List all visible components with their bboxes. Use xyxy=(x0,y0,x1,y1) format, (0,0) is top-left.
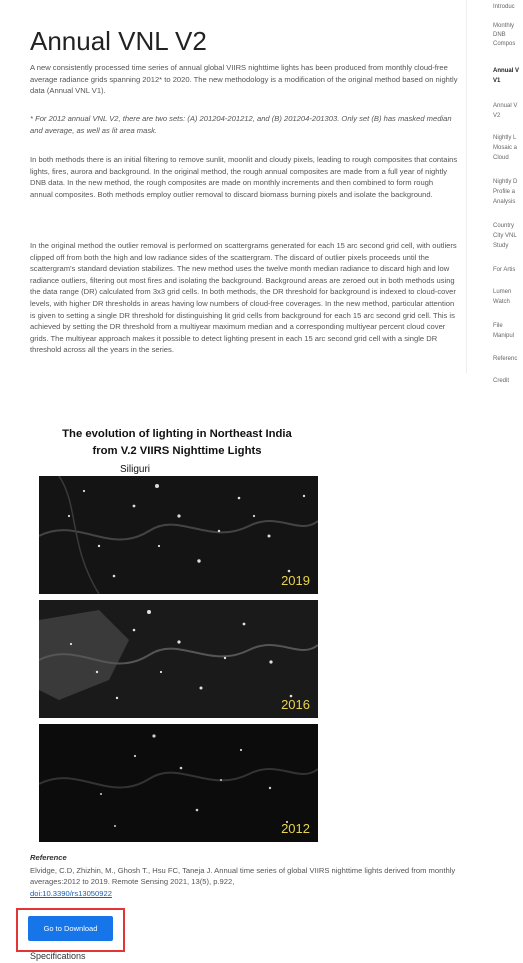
figure-title-line-2: from V.2 VIIRS Nighttime Lights xyxy=(92,445,262,457)
figure-title-line-1: The evolution of lighting in Northeast India xyxy=(62,428,292,440)
sidebar-item-introduction[interactable]: Introduc xyxy=(493,4,515,10)
night-lights-map-2012 xyxy=(39,724,318,842)
reference-text xyxy=(30,865,460,899)
map-panel-2016 xyxy=(39,600,318,718)
sidebar-item-nightly-mosaic-3[interactable]: Cloud xyxy=(493,155,509,161)
sidebar-item-references[interactable]: Referenc xyxy=(493,356,518,362)
sidebar-item-file-manipulation[interactable]: File xyxy=(493,323,503,329)
sidebar-item-nightly-mosaic[interactable]: Nightly L xyxy=(493,135,517,141)
year-label-2012: 2012 xyxy=(281,821,310,836)
year-label-2016: 2016 xyxy=(281,697,310,712)
sidebar-item-for-artists[interactable]: For Artis xyxy=(493,267,516,273)
specifications-heading: Specifications xyxy=(30,951,86,961)
intro-paragraph: A new consistently processed time series of annual global VIIRS nighttime lights has been produced from monthly cloud-free average radiance grids spanning 2012* to 2020. The new methodology is a modification of the original method based on nightly data (Annual VNL V1). xyxy=(30,63,458,96)
year-label-2019: 2019 xyxy=(281,573,310,588)
sidebar-item-country-city[interactable]: Country xyxy=(493,223,515,229)
sidebar-divider xyxy=(466,0,467,373)
sidebar-item-nightly-mosaic-2[interactable]: Mosaic a xyxy=(493,145,518,151)
note-paragraph: * For 2012 annual VNL V2, there are two sets: (A) 201204-201212, and (B) 201204-201303. Only set (B) has masked median and average, as well as lit area mask. xyxy=(30,114,452,135)
nighttime-lights-figure xyxy=(30,420,324,850)
sidebar-item-credit[interactable]: Credit xyxy=(493,378,510,384)
reference-doi-link[interactable]: doi:10.3390/rs13050922 xyxy=(30,888,112,898)
sidebar-item-monthly[interactable]: Monthly xyxy=(493,23,515,29)
map-panel-2019 xyxy=(39,476,318,594)
siliguri-label: Siliguri xyxy=(120,464,151,475)
method-paragraph-1: In both methods there is an initial filtering to remove sunlit, moonlit and cloudy pixels, leading to rough composites that contains lights, fires, aurora and background. In the original method, the rough annual composites are made from a full year of nightly DNB data. In the new method, the rough composites are made on monthly increments and then combined to form rough annual composites. Both methods employ outlier removal to discard biomass burning pixels and isolate the background. xyxy=(30,155,458,199)
sidebar-item-nightly-profile-2[interactable]: Profile a xyxy=(493,189,516,195)
sidebar-item-monthly-composites[interactable]: Compos xyxy=(493,41,516,47)
sidebar-item-annual-v1[interactable]: Annual V xyxy=(493,68,520,74)
sidebar-item-nightly-profile[interactable]: Nightly D xyxy=(493,179,518,185)
sidebar-item-nightly-profile-3[interactable]: Analysis xyxy=(493,199,516,205)
sidebar-item-annual-v1-suffix[interactable]: V1 xyxy=(493,78,501,84)
page-title: Annual VNL V2 xyxy=(30,26,207,56)
sidebar-item-annual-v2-suffix[interactable]: V2 xyxy=(493,113,501,119)
sidebar-item-lumen-watch-2[interactable]: Watch xyxy=(493,299,510,305)
go-to-download-button[interactable]: Go to Download xyxy=(28,916,113,941)
map-panel-2012 xyxy=(39,724,318,842)
sidebar-item-annual-v2[interactable]: Annual V xyxy=(493,103,518,109)
sidebar-item-file-manipulation-2[interactable]: Manipul xyxy=(493,333,515,339)
method-paragraph-2: In the original method the outlier removal is performed on scattergrams generated for each 15 arc second grid cell, with outliers clipped off from both the high and low radiance sides of the scattergram. The discard of outlier pixels proceeds until the scattergram's standard deviation stabilizes. The new method uses the twelve month median radiance to discard high and low radiance outliers, filtering out most fires and isolating the background. Background areas are zeroed out in both methods using the data range (DR) calculated from 3x3 grid cells. In both methods, the DR threshold for background is indexed to cloud-cover levels, with higher DR thresholds in areas having low numbers of cloud-free coverages. In the new method, particular attention is given to setting a single DR threshold for distinguishing lit grid cells from background for each 15 arc second grid cell. This is achieved by setting the DR threshold from a multiyear maximum median and a corresponding multiyear percent cloud cover grids. The multiyear approach makes it possible to detect lighting present in each 15 arc second grid cell with a single DR threshold across all the years in the series. xyxy=(30,241,457,355)
sidebar-item-country-city-2[interactable]: City VNL xyxy=(493,233,517,239)
reference-heading: Reference xyxy=(30,853,67,862)
night-lights-map-2019 xyxy=(39,476,318,594)
night-lights-map-2016 xyxy=(39,600,318,718)
sidebar-item-lumen-watch[interactable]: Lumen xyxy=(493,289,512,295)
sidebar-item-country-city-3[interactable]: Study xyxy=(493,243,509,249)
sidebar-item-monthly-dnb[interactable]: DNB xyxy=(493,32,506,38)
reference-citation: Elvidge, C.D, Zhizhin, M., Ghosh T., Hsu FC, Taneja J. Annual time series of global VIIRS nighttime lights derived from monthly averages:2012 to 2019. Remote Sensing 2021, 13(5), p.922, xyxy=(30,866,456,887)
